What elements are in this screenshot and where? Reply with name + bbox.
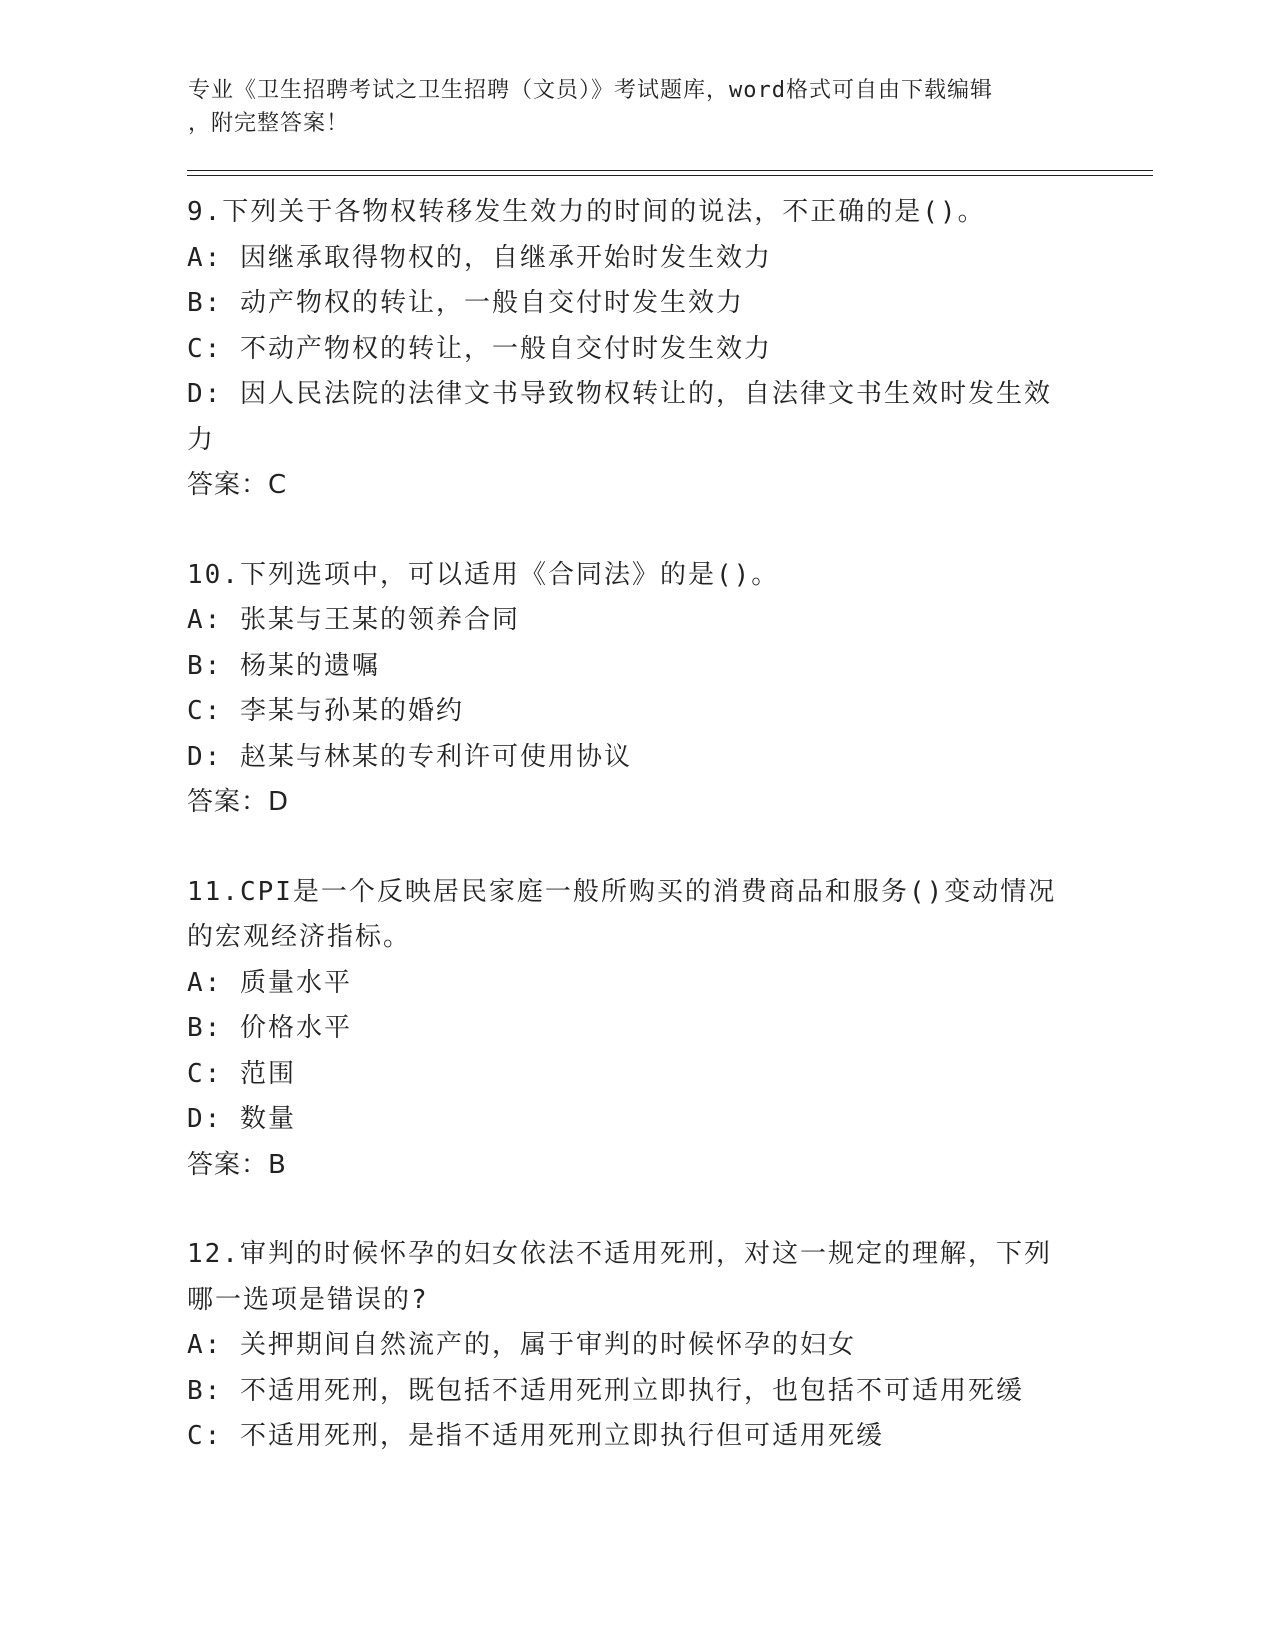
- header-line-1: 专业《卫生招聘考试之卫生招聘（文员）》考试题库，word格式可自由下载编辑: [188, 78, 993, 103]
- document-header: [188, 74, 1068, 140]
- question-block: [187, 1232, 1087, 1460]
- question-stem: 12.审判的时候怀孕的妇女依法不适用死刑，对这一规定的理解，下列: [187, 1239, 1052, 1269]
- question-stem: 哪一选项是错误的?: [187, 1284, 429, 1315]
- question-stem: 11.CPI是一个反映居民家庭一般所购买的消费商品和服务()变动情况: [187, 876, 1057, 907]
- answer-option: A: 关押期间自然流产的，属于审判的时候怀孕的妇女: [187, 1330, 856, 1360]
- answer-key: 答案：B: [187, 1149, 287, 1180]
- answer-option: D: 因人民法院的法律文书导致物权转让的，自法律文书生效时发生效: [187, 379, 1052, 409]
- answer-option: B: 价格水平: [187, 1013, 352, 1043]
- answer-option: C: 范围: [187, 1058, 296, 1089]
- question-block: [187, 870, 1087, 1189]
- answer-option: 力: [187, 424, 216, 455]
- question-list: [187, 190, 1087, 1504]
- answer-option: C: 李某与孙某的婚约: [187, 696, 464, 726]
- answer-option: B: 动产物权的转让，一般自交付时发生效力: [187, 288, 744, 318]
- question-block: [187, 190, 1087, 509]
- answer-option: A: 因继承取得物权的，自继承开始时发生效力: [187, 242, 772, 273]
- header-rule-top: [187, 170, 1153, 171]
- answer-option: B: 不适用死刑，既包括不适用死刑立即执行，也包括不可适用死缓: [187, 1375, 1024, 1406]
- answer-option: C: 不动产物权的转让，一般自交付时发生效力: [187, 333, 772, 364]
- answer-option: A: 质量水平: [187, 967, 352, 998]
- answer-key: 答案：C: [187, 470, 288, 500]
- question-stem: 的宏观经济指标。: [187, 922, 412, 952]
- answer-option: D: 数量: [187, 1104, 296, 1134]
- answer-option: A: 张某与王某的领养合同: [187, 605, 520, 635]
- header-line-2: ，附完整答案！: [188, 111, 350, 136]
- answer-option: B: 杨某的遗嘱: [187, 650, 380, 681]
- answer-key: 答案：D: [187, 787, 290, 817]
- answer-option: D: 赵某与林某的专利许可使用协议: [187, 741, 632, 772]
- question-stem: 9.下列关于各物权转移发生效力的时间的说法，不正确的是()。: [187, 197, 986, 227]
- question-block: [187, 553, 1087, 826]
- question-stem: 10.下列选项中，可以适用《合同法》的是()。: [187, 559, 780, 590]
- answer-option: C: 不适用死刑，是指不适用死刑立即执行但可适用死缓: [187, 1421, 884, 1451]
- header-rule-bottom: [187, 175, 1153, 176]
